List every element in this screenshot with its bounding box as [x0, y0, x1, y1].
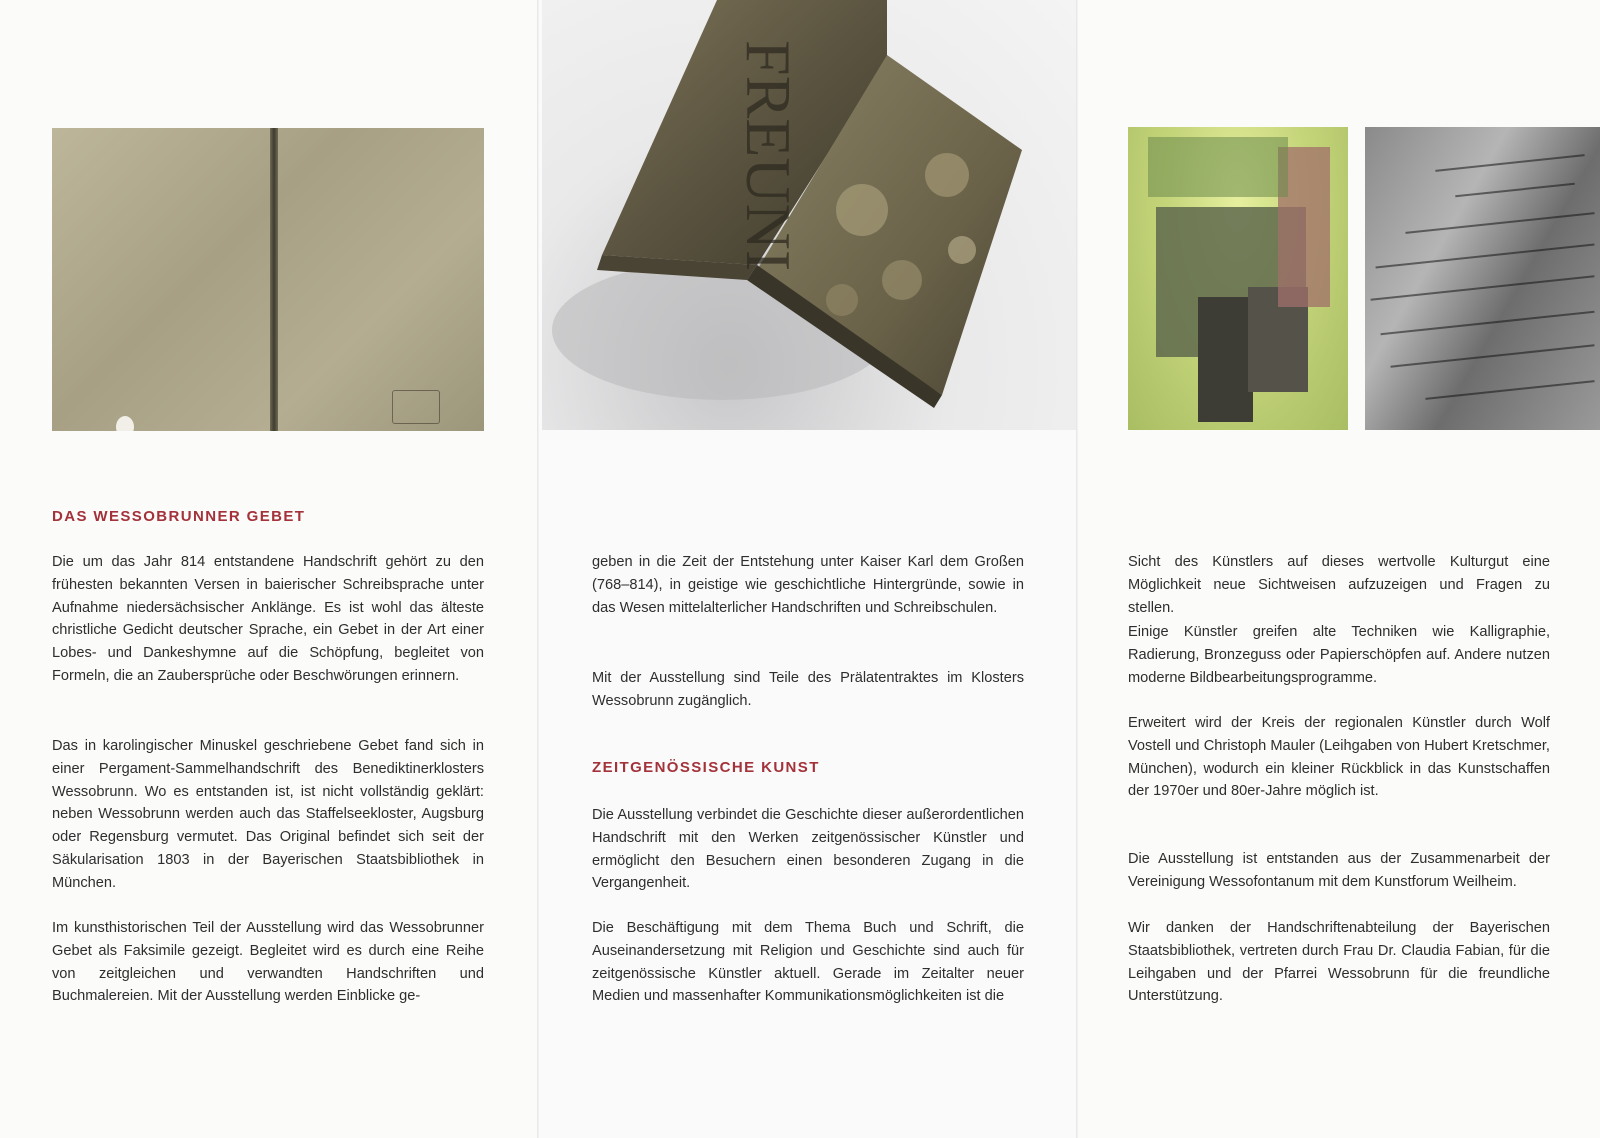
collage-sheet — [1198, 297, 1253, 422]
manuscript-image — [52, 128, 484, 431]
collage-sheet — [1148, 137, 1288, 197]
heading-wessobrunner-gebet: DAS WESSOBRUNNER GEBET — [52, 508, 306, 525]
paragraph: Sicht des Künstlers auf dieses wertvolle Kulturgut eine Möglichkeit neue Sichtweisen aufzuzeigen und Fragen zu stellen. — [1128, 554, 1550, 616]
paragraph: Das in karolingischer Minuskel geschriebene Gebet fand sich in einer Pergament-Sammelhandschrift des Benediktinerklosters Wessobrunn. Wo es entstanden ist, ist nicht vollständig geklärt: neben Wessobrunn werden auch das Staffelseekloster, Augsburg oder Regensburg vermutet. Das Original befindet sich seit der Säkularisation 1803 in der Bayerischen Staatsbibliothek in München. — [52, 738, 484, 891]
paragraph: Erweitert wird der Kreis der regionalen Künstler durch Wolf Vostell und Christoph Mauler (Leihgaben von Hubert Kretschmer, München), wodurch ein kleiner Rückblick in das Kunstschaffen der 1970er und 80er-Jahre möglich ist. — [1128, 715, 1550, 800]
handwriting-stroke — [1390, 344, 1594, 367]
artwork-collage-image — [1128, 127, 1348, 430]
handwriting-stroke — [1455, 183, 1575, 198]
manuscript-gutter — [270, 128, 278, 431]
fold-line — [1076, 0, 1078, 1138]
paragraph: Im kunsthistorischen Teil der Ausstellung wird das Wessobrunner Gebet als Faksimile gezeigt. Begleitet wird es durch eine Reihe von zeitgleichen und verwandten Handschriften und Buchmalereien. Mit der Ausstellung werden Einblicke ge- — [52, 920, 484, 1005]
fold-line — [537, 0, 539, 1138]
library-stamp — [392, 390, 440, 424]
heading-zeitgenoessische-kunst: ZEITGENÖSSISCHE KUNST — [592, 759, 820, 776]
book-relief-title: FREUNI — [733, 40, 804, 272]
handwriting-stroke — [1435, 154, 1584, 172]
handwriting-stroke — [1371, 275, 1595, 301]
parchment-hole — [116, 416, 134, 431]
handwriting-stroke — [1405, 212, 1594, 234]
bronze-book-illustration — [542, 0, 1076, 430]
handwriting-stroke — [1380, 311, 1594, 335]
handwriting-stroke — [1425, 380, 1594, 400]
bronze-book-image — [542, 0, 1076, 430]
paragraph: Die Ausstellung verbindet die Geschichte dieser außerordentlichen Handschrift mit den Werken zeitgenössischer Künstler und ermöglicht den Besuchern einen besonderen Zugang in die Vergangenheit. — [592, 807, 1024, 892]
paragraph: Mit der Ausstellung sind Teile des Prälatentraktes im Klosters Wessobrunn zugänglich. — [592, 670, 1024, 709]
paragraph: Die um das Jahr 814 entstandene Handschrift gehört zu den frühesten bekannten Versen in baierischer Schreibsprache unter Aufnahme niedersächsischer Anklänge. Es ist wohl das älteste christliche Gedicht deutscher Sprache, ein Gebet in der Art einer Lobes- und Dankeshymne auf die Schöpfung, begleitet von Formeln, die an Zaubersprüche oder Beschwörungen erinnern. — [52, 554, 484, 684]
paragraph: Wir danken der Handschriftenabteilung der Bayerischen Staatsbibliothek, vertreten durch Frau Dr. Claudia Fabian, für die Leihgaben und der Pfarrei Wessobrunn für die freundliche Unterstützung. — [1128, 920, 1550, 1005]
paragraph: Die Ausstellung ist entstanden aus der Zusammenarbeit der Vereinigung Wessofontanum mit dem Kunstforum Weilheim. — [1128, 851, 1550, 890]
paragraph: geben in die Zeit der Entstehung unter Kaiser Karl dem Großen (768–814), in geistige wie geschichtliche Hintergründe, sowie in das Wesen mittelalterlicher Handschriften und Schreibschulen. — [592, 554, 1024, 616]
handwriting-stroke — [1375, 244, 1594, 269]
artwork-handwriting-image — [1365, 127, 1600, 430]
paragraph: Die Beschäftigung mit dem Thema Buch und Schrift, die Auseinandersetzung mit Religion und Geschichte sind auch für zeitgenössische Künstler aktuell. Gerade im Zeitalter neuer Medien und massenhafter Kommunikationsmöglichkeiten ist die — [592, 920, 1024, 1005]
paragraph: Einige Künstler greifen alte Techniken wie Kalligraphie, Radierung, Bronzeguss oder Papierschöpfen auf. Andere nutzen moderne Bildbearbeitungsprogramme. — [1128, 624, 1550, 686]
